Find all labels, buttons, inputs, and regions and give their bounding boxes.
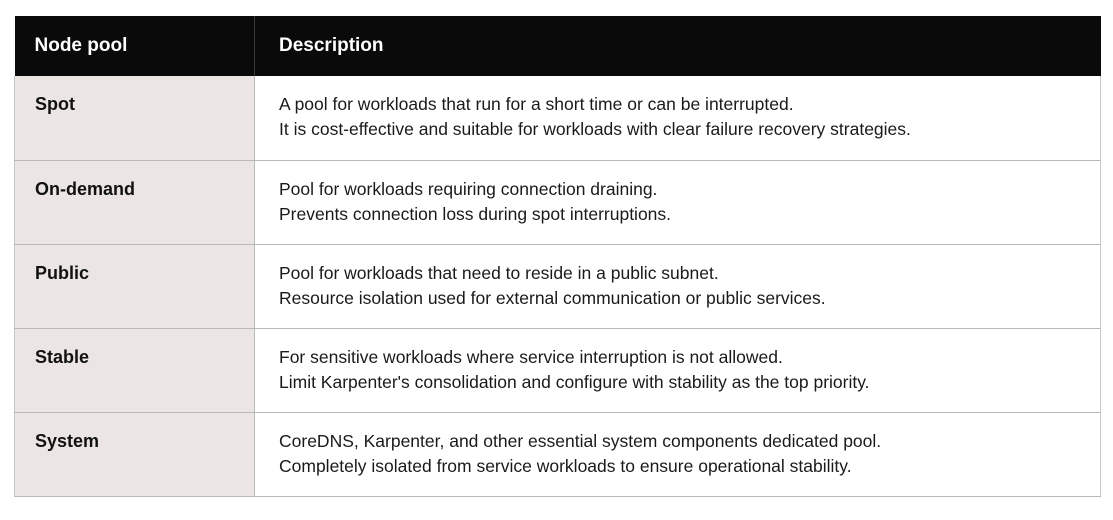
description-line: CoreDNS, Karpenter, and other essential system components dedicated pool. bbox=[279, 430, 882, 451]
table-row bbox=[15, 76, 1101, 160]
node-pool-description bbox=[255, 244, 1101, 328]
node-pool-name: System bbox=[15, 412, 255, 496]
header-node-pool: Node pool bbox=[15, 16, 255, 76]
node-pool-name: On-demand bbox=[15, 160, 255, 244]
table-row bbox=[15, 160, 1101, 244]
description-line: Completely isolated from service workloads to ensure operational stability. bbox=[279, 455, 852, 476]
node-pool-description bbox=[255, 412, 1101, 496]
description-line: It is cost-effective and suitable for workloads with clear failure recovery strategies. bbox=[279, 119, 911, 139]
table-header-row bbox=[15, 16, 1101, 76]
node-pool-name: Public bbox=[15, 244, 255, 328]
description-line: A pool for workloads that run for a short time or can be interrupted. bbox=[279, 94, 794, 114]
description-line: For sensitive workloads where service interruption is not allowed. bbox=[279, 346, 783, 367]
description-line: Pool for workloads that need to reside in a public subnet. bbox=[279, 262, 719, 283]
node-pool-description bbox=[255, 160, 1101, 244]
description-line: Prevents connection loss during spot interruptions. bbox=[279, 203, 672, 224]
node-pool-name: Spot bbox=[15, 76, 255, 160]
header-description: Description bbox=[255, 16, 1101, 76]
description-line: Pool for workloads requiring connection draining. bbox=[279, 178, 658, 199]
node-pool-description bbox=[255, 76, 1101, 160]
node-pool-name: Stable bbox=[15, 328, 255, 412]
node-pool-table bbox=[14, 16, 1101, 497]
table-row bbox=[15, 412, 1101, 496]
description-line: Resource isolation used for external communication or public services. bbox=[279, 287, 826, 308]
table-row bbox=[15, 328, 1101, 412]
node-pool-description bbox=[255, 328, 1101, 412]
table-row bbox=[15, 244, 1101, 328]
description-line: Limit Karpenter's consolidation and configure with stability as the top priority. bbox=[279, 371, 870, 392]
